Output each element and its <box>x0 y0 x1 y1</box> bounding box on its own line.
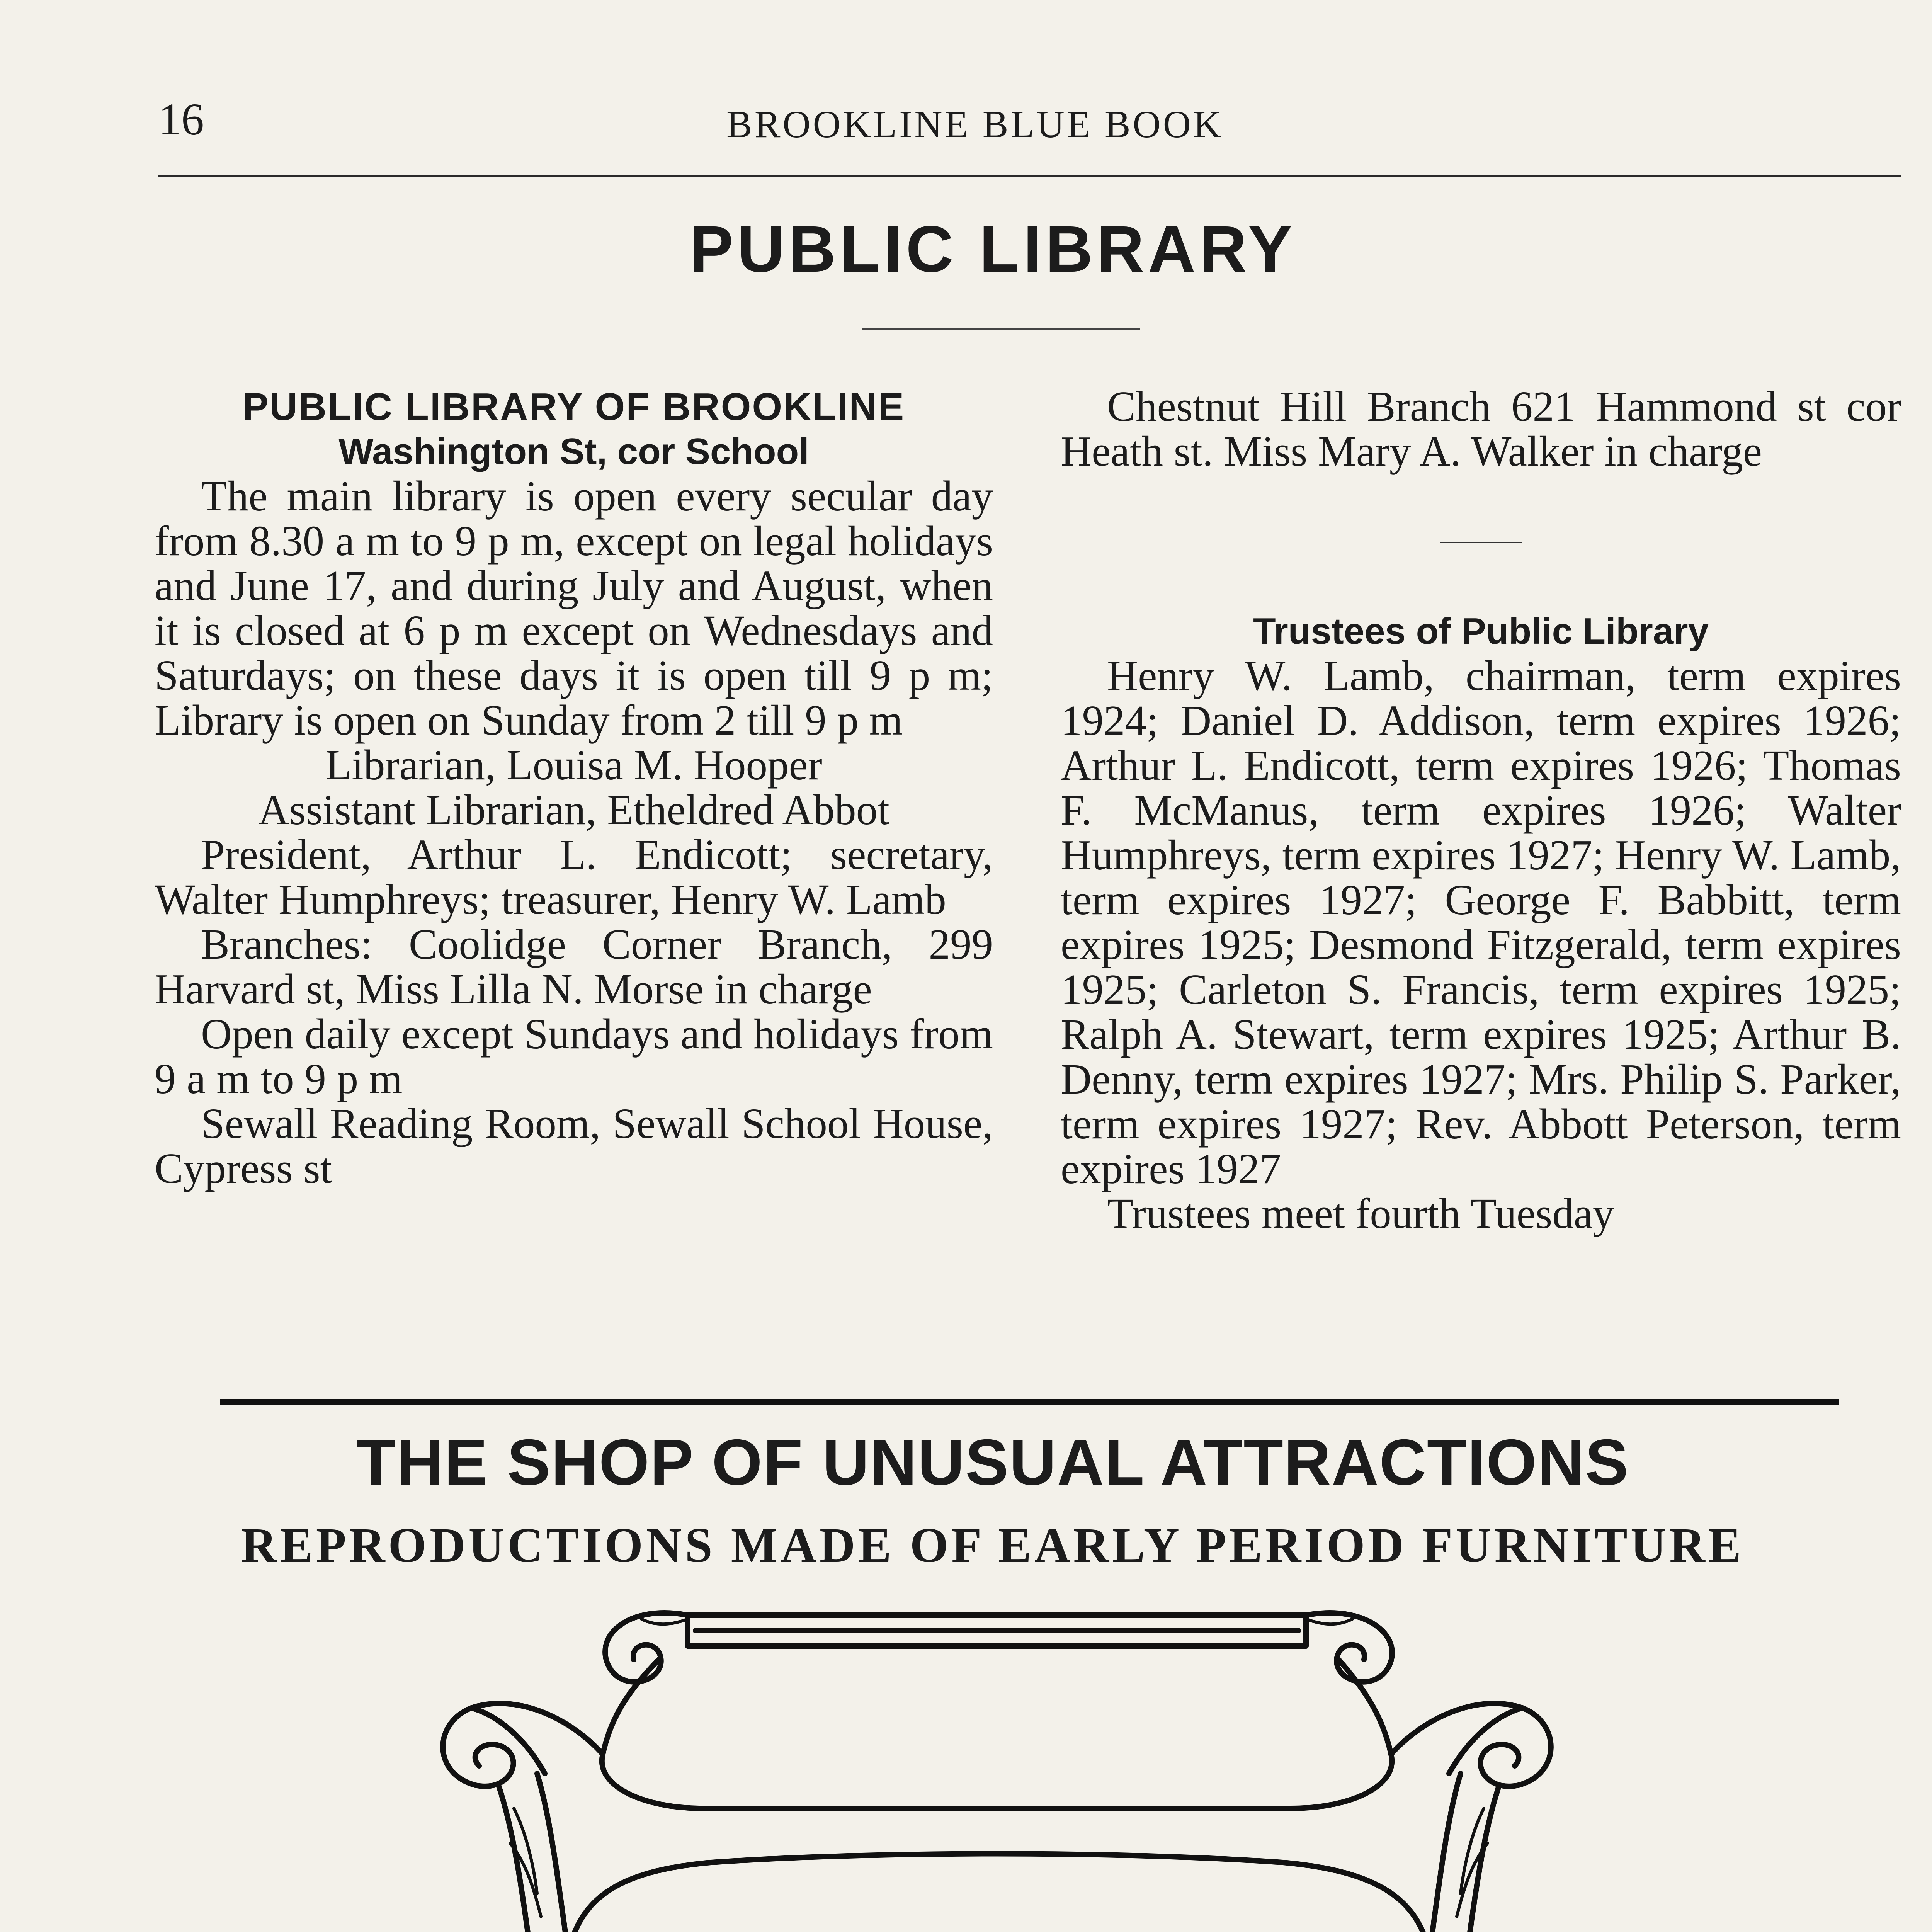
ad-headline: THE SHOP OF UNUSUAL ATTRACTIONS <box>356 1426 1629 1498</box>
trustees-heading: Trustees of Public Library <box>1253 611 1709 652</box>
librarian: Librarian, Louisa M. Hooper <box>325 742 822 789</box>
chestnut-hill-branch: Chestnut Hill Branch 621 Hammond st cor Heath st. Miss Mary A. Walker in charge <box>1061 383 1901 475</box>
trustees-meeting: Trustees meet fourth Tuesday <box>1107 1190 1614 1238</box>
page-number: 16 <box>158 94 204 145</box>
library-heading: PUBLIC LIBRARY OF BROOKLINE <box>242 385 905 429</box>
library-branches: Branches: Coolidge Corner Branch, 299 Harvard st, Miss Lilla N. Morse in charge <box>155 921 993 1013</box>
library-officers: President, Arthur L. Endicott; secretary, Walter Humphreys; treasurer, Henry W. Lamb <box>155 831 993 923</box>
assistant-librarian: Assistant Librarian, Etheldred Abbot <box>258 786 889 834</box>
ad-subheadline: REPRODUCTIONS MADE OF EARLY PERIOD FURNITURE <box>241 1518 1745 1573</box>
running-title: BROOKLINE BLUE BOOK <box>726 103 1224 146</box>
section-title: PUBLIC LIBRARY <box>689 213 1296 286</box>
right-column <box>1061 384 1901 1236</box>
left-column <box>155 384 993 1191</box>
reading-room: Sewall Reading Room, Sewall School House, Cypress st <box>155 1100 993 1192</box>
library-address: Washington St, cor School <box>338 431 809 472</box>
title-divider <box>862 328 1140 330</box>
branch-hours: Open daily except Sundays and holidays from 9 a m to 9 p m <box>155 1010 993 1103</box>
sofa-illustration <box>410 1592 1611 1932</box>
header-rule <box>158 175 1901 177</box>
trustees-list: Henry W. Lamb, chairman, term expires 1924; Daniel D. Addison, term expires 1926; Arthur L. Endicott, term expires 1926; Thomas F. McManus, term expires 1926; Walter Humphreys, term expires 1927; Henry W. Lamb, term expires 1927; George F. Babbitt, term expires 1925; Desmond Fitzgerald, term expires 1925; Carleton S. Francis, term expires 1925; Ralph A. Stewart, term expires 1925; Arthur B. Denny, term expires 1927; Mrs. Philip S. Parker, term expires 1927; Rev. Abbott Peterson, term expires 1927 <box>1061 652 1901 1193</box>
library-hours: The main library is open every secular day from 8.30 a m to 9 p m, except on legal holidays and June 17, and during July and August, when it is closed at 6 p m except on Wednesdays and Saturdays; on these days it is open till 9 p m; Library is open on Sunday from 2 till 9 p m <box>155 473 993 744</box>
advertisement-rule <box>220 1399 1839 1405</box>
